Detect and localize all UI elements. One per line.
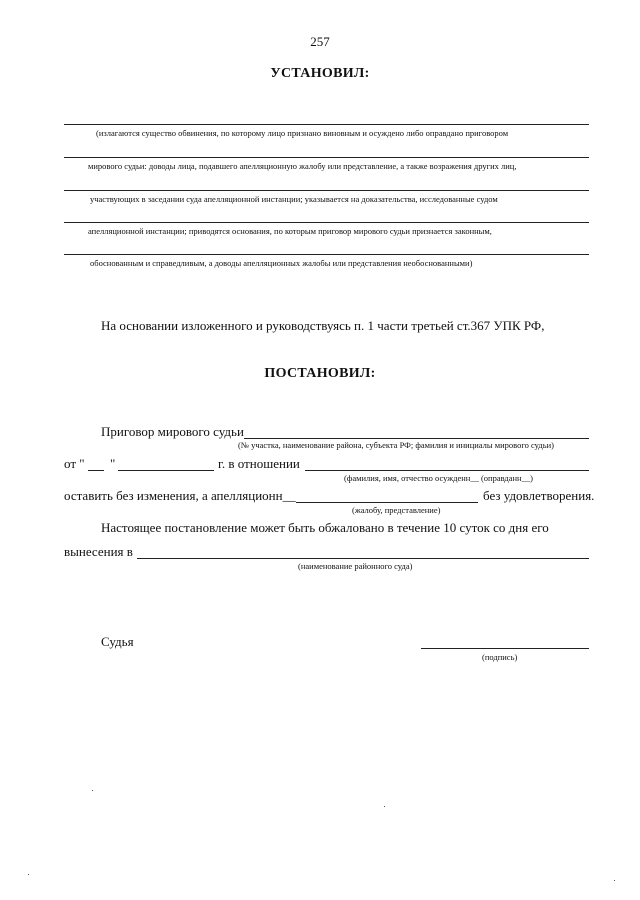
basis-text: На основании изложенного и руководствуясь п. 1 части третьей ст.367 УПК РФ,	[101, 318, 545, 333]
fill-line-3	[64, 190, 589, 191]
scan-speck	[384, 806, 385, 807]
instruction-line-5: обоснованным и справедливым, а доводы апелляционных жалобы или представления необоснованными)	[90, 258, 473, 268]
verdict-label: Приговор мирового судьи	[101, 424, 244, 439]
fill-line-1	[64, 124, 589, 125]
signature-fill-line	[421, 648, 589, 649]
from-label: от "	[64, 456, 85, 471]
scan-speck	[614, 880, 615, 881]
page-number: 257	[310, 34, 330, 49]
day-fill-line	[88, 470, 104, 471]
fill-line-2	[64, 157, 589, 158]
complaint-caption: (жалобу, представление)	[352, 505, 441, 515]
fill-line-5	[64, 254, 589, 255]
leave-text: оставить без изменения, а апелляционн__	[64, 488, 296, 503]
signature-caption: (подпись)	[482, 652, 518, 662]
verdict-fill-line	[244, 438, 589, 439]
judge-label: Судья	[101, 634, 134, 649]
person-caption: (фамилия, имя, отчество осужденн__ (оправданн__)	[344, 473, 533, 483]
instruction-line-1: (излагаются существо обвинения, по которому лицо признано виновным и осуждено либо оправдано приговором	[96, 128, 509, 138]
scan-speck	[92, 790, 93, 791]
quote-mid: "	[110, 456, 116, 471]
appeal-line-2-label: вынесения в	[64, 544, 133, 559]
scan-speck	[28, 874, 29, 875]
instruction-line-3: участвующих в заседании суда апелляционной инстанции; указывается на доказательства, исследованные судом	[90, 194, 498, 204]
fill-line-4	[64, 222, 589, 223]
month-fill-line	[118, 470, 214, 471]
person-fill-line	[305, 470, 589, 471]
instruction-line-4: апелляционной инстанции; приводятся основания, по которым приговор мирового судьи признается законным,	[88, 226, 492, 236]
heading-established: УСТАНОВИЛ:	[270, 66, 370, 81]
court-fill-line	[137, 558, 589, 559]
appeal-line-1: Настоящее постановление может быть обжаловано в течение 10 суток со дня его	[101, 520, 549, 535]
relation-label: г. в отношении	[218, 456, 300, 471]
instruction-line-2: мирового судьи: доводы лица, подавшего апелляционную жалобу или представление, а также возражения других лиц,	[88, 161, 517, 171]
verdict-caption: (№ участка, наименование района, субъекта РФ; фамилия и инициалы мирового судьи)	[238, 440, 554, 450]
complaint-fill-line	[296, 502, 478, 503]
court-caption: (наименование районного суда)	[298, 561, 413, 571]
leave-end-text: без удовлетворения.	[483, 488, 595, 503]
heading-resolved: ПОСТАНОВИЛ:	[264, 366, 376, 381]
